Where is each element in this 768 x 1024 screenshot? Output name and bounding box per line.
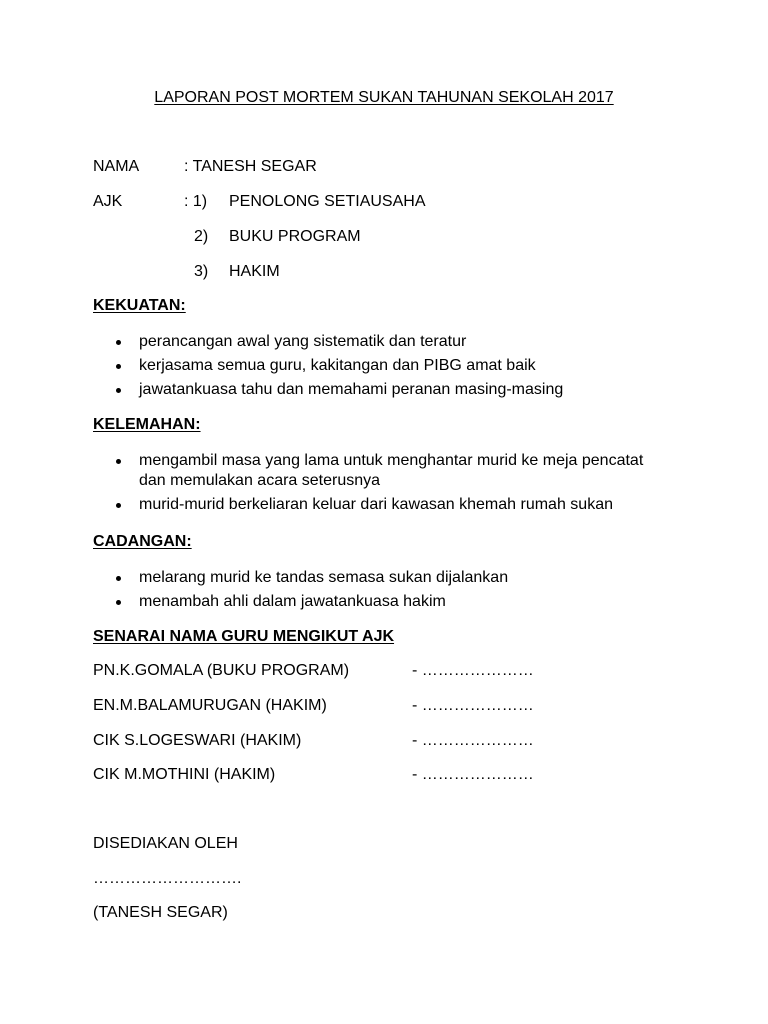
kelemahan-list xyxy=(111,451,699,515)
cadangan-heading: CADANGAN: xyxy=(93,533,192,550)
bullet-icon xyxy=(116,576,121,581)
list-item: jawatankuasa tahu dan memahami peranan masing-masing xyxy=(111,380,679,400)
kekuatan-list xyxy=(111,332,679,400)
ajk-item-text: PENOLONG SETIAUSAHA xyxy=(229,193,426,210)
senarai-heading: SENARAI NAMA GURU MENGIKUT AJK xyxy=(93,628,395,645)
kekuatan-heading: KEKUATAN: xyxy=(93,297,186,314)
kelemahan-heading: KELEMAHAN: xyxy=(93,416,201,433)
signature-line: - ………………… xyxy=(412,766,534,783)
ajk-item-text: HAKIM xyxy=(229,263,280,280)
bullet-icon xyxy=(116,340,121,345)
ajk-label: AJK xyxy=(93,193,123,210)
list-item: kerjasama semua guru, kakitangan dan PIBG amat baik xyxy=(111,356,679,376)
document-title: LAPORAN POST MORTEM SUKAN TAHUNAN SEKOLAH 2017 xyxy=(154,89,614,106)
ajk-item-text: BUKU PROGRAM xyxy=(229,228,361,245)
signature-line: - ………………… xyxy=(412,662,534,679)
bullet-icon xyxy=(116,600,121,605)
teacher-name: CIK M.MOTHINI (HAKIM) xyxy=(93,766,276,783)
preparer-name: (TANESH SEGAR) xyxy=(93,904,228,921)
ajk-item-number: 3) xyxy=(194,263,209,280)
nama-label: NAMA xyxy=(93,158,140,175)
teacher-name: CIK S.LOGESWARI (HAKIM) xyxy=(93,732,302,749)
bullet-icon xyxy=(116,388,121,393)
prepared-by-label: DISEDIAKAN OLEH xyxy=(93,835,238,852)
list-item: perancangan awal yang sistematik dan teratur xyxy=(111,332,679,352)
preparer-signature-line: ………………………. xyxy=(93,870,242,887)
teacher-name: EN.M.BALAMURUGAN (HAKIM) xyxy=(93,697,327,714)
teacher-name: PN.K.GOMALA (BUKU PROGRAM) xyxy=(93,662,350,679)
ajk-item-number: : 1) xyxy=(184,193,208,210)
list-item: mengambil masa yang lama untuk menghantar murid ke meja pencatat dan memulakan acara seterusnya xyxy=(111,451,699,491)
bullet-icon xyxy=(116,459,121,464)
bullet-icon xyxy=(116,503,121,508)
list-item: murid-murid berkeliaran keluar dari kawasan khemah rumah sukan xyxy=(111,495,699,515)
list-item: menambah ahli dalam jawatankuasa hakim xyxy=(111,592,679,612)
bullet-icon xyxy=(116,364,121,369)
ajk-item-number: 2) xyxy=(194,228,209,245)
list-item: melarang murid ke tandas semasa sukan dijalankan xyxy=(111,568,679,588)
signature-line: - ………………… xyxy=(412,697,534,714)
cadangan-list xyxy=(111,568,679,612)
signature-line: - ………………… xyxy=(412,732,534,749)
nama-value: : TANESH SEGAR xyxy=(184,158,317,175)
